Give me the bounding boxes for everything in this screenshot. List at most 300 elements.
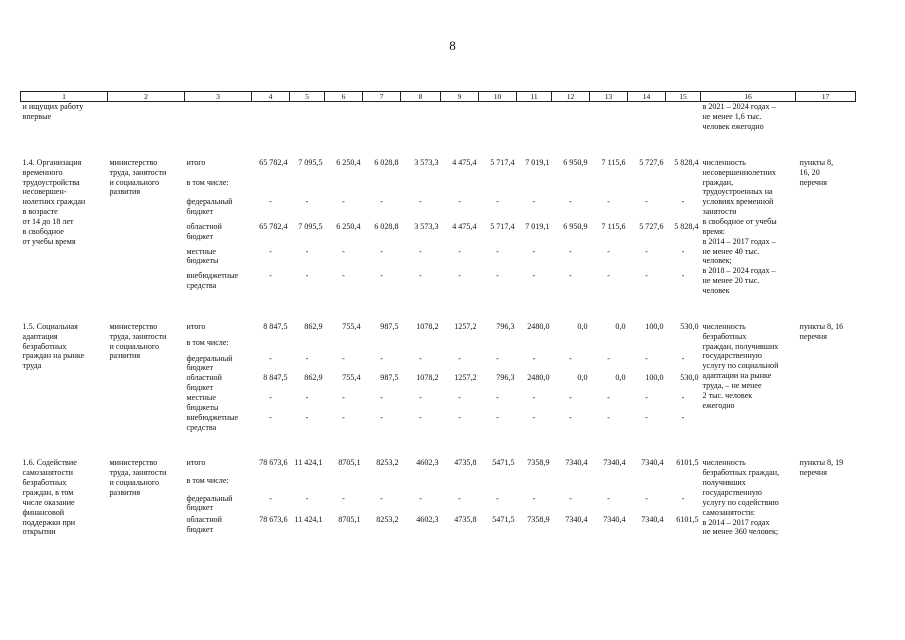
value-cell: - bbox=[380, 246, 383, 256]
value-cell: 0,0 bbox=[577, 321, 588, 331]
value-cell bbox=[441, 178, 479, 198]
text-line: итого bbox=[186, 458, 206, 468]
value-cell: 7340,4 bbox=[565, 458, 588, 468]
column-number: 4 bbox=[252, 92, 290, 102]
funding-source bbox=[185, 393, 252, 413]
value-cell: - bbox=[532, 353, 536, 363]
value-cell: 65 782,4 bbox=[259, 157, 288, 167]
continuation-col16 bbox=[701, 102, 796, 132]
text-line: пункты 8, 16 bbox=[799, 321, 844, 331]
text-line: бюджеты bbox=[186, 402, 219, 412]
text-line: перечня bbox=[799, 331, 827, 341]
text-line: перечня bbox=[799, 468, 827, 478]
value-cell: 5 717,4 bbox=[490, 222, 515, 231]
value-cell: 987,5 bbox=[380, 373, 399, 383]
text-line: пункты 8, 19 bbox=[799, 458, 844, 468]
value-cell: - bbox=[496, 353, 499, 363]
value-cell: 796,3 bbox=[496, 321, 515, 331]
empty-cell bbox=[517, 102, 552, 132]
value-cell bbox=[252, 178, 290, 198]
value-cell: 1257,2 bbox=[454, 321, 477, 331]
value-cell bbox=[666, 476, 701, 494]
text-line: труда, занятости bbox=[109, 331, 167, 341]
column-number: 8 bbox=[401, 92, 441, 102]
text-line: средства bbox=[186, 281, 217, 291]
target-indicator bbox=[701, 158, 796, 296]
column-number: 5 bbox=[290, 92, 325, 102]
value-cell: - bbox=[458, 493, 461, 503]
text-line: федеральный bbox=[186, 353, 233, 363]
text-line: в возрасте bbox=[22, 207, 58, 217]
text-line: перечня bbox=[799, 177, 827, 187]
text-line: трудоустройства bbox=[22, 177, 80, 187]
value-cell: - bbox=[305, 271, 309, 281]
value-cell: 5 727,6 bbox=[639, 157, 664, 167]
value-cell bbox=[479, 476, 517, 494]
value-cell: - bbox=[269, 197, 272, 207]
value-cell: - bbox=[269, 393, 272, 403]
value-cell: 6 028,8 bbox=[374, 222, 399, 231]
text-line: и социального bbox=[109, 341, 160, 351]
text-line: нолетних граждан bbox=[22, 197, 86, 207]
value-cell: - bbox=[419, 393, 422, 403]
text-line: местные bbox=[186, 393, 216, 403]
funding-source bbox=[185, 222, 252, 247]
value-cell bbox=[325, 338, 363, 354]
text-line: числе оказание bbox=[22, 497, 75, 507]
section-spacer bbox=[21, 296, 856, 322]
text-line: безработных bbox=[22, 341, 67, 351]
text-line: в свободное bbox=[22, 226, 64, 236]
text-line: граждан, получивших bbox=[702, 341, 779, 351]
value-cell: - bbox=[496, 246, 499, 256]
value-cell bbox=[290, 476, 325, 494]
program-table bbox=[20, 91, 856, 537]
value-cell: - bbox=[681, 246, 685, 256]
value-cell: - bbox=[645, 271, 648, 281]
value-cell: 755,4 bbox=[342, 321, 361, 331]
value-cell: 987,5 bbox=[380, 321, 399, 331]
text-line: итого bbox=[186, 157, 206, 167]
column-number: 3 bbox=[185, 92, 252, 102]
value-cell: 78 673,6 bbox=[259, 458, 288, 468]
page-number: 8 bbox=[449, 38, 456, 53]
value-cell: - bbox=[607, 353, 610, 363]
value-cell: - bbox=[569, 197, 572, 207]
value-cell: - bbox=[458, 197, 461, 207]
value-cell: 796,3 bbox=[496, 373, 515, 383]
value-cell: - bbox=[458, 393, 461, 403]
column-number: 6 bbox=[325, 92, 363, 102]
text-line: труда, – не менее bbox=[702, 381, 762, 391]
value-cell: 6 250,4 bbox=[336, 157, 361, 167]
empty-cell bbox=[363, 102, 401, 132]
reference-items bbox=[796, 158, 856, 296]
measure-name bbox=[21, 158, 108, 296]
section-spacer bbox=[21, 132, 856, 158]
text-line: временного bbox=[22, 167, 63, 177]
value-cell: - bbox=[380, 271, 383, 281]
value-cell bbox=[517, 338, 552, 354]
value-cell: - bbox=[532, 197, 536, 207]
value-cell bbox=[479, 178, 517, 198]
value-cell bbox=[441, 476, 479, 494]
value-cell: 5 717,4 bbox=[490, 157, 515, 167]
text-line: пункты 8, bbox=[799, 157, 834, 167]
value-cell: 862,9 bbox=[304, 373, 323, 383]
value-cell: - bbox=[419, 353, 422, 363]
value-cell: - bbox=[269, 246, 272, 256]
empty-cell bbox=[185, 102, 252, 132]
empty-cell bbox=[325, 102, 363, 132]
value-cell: 6 950,9 bbox=[563, 222, 588, 231]
text-line: внебюджетные bbox=[186, 412, 239, 422]
text-line: в том числе: bbox=[186, 476, 229, 486]
budget-row bbox=[21, 158, 856, 178]
text-line: министерство bbox=[109, 157, 158, 167]
value-cell: - bbox=[458, 246, 461, 256]
value-cell: - bbox=[532, 246, 536, 256]
value-cell: 7 095,5 bbox=[298, 157, 323, 167]
value-cell: - bbox=[496, 412, 499, 422]
value-cell: 530,0 bbox=[680, 321, 699, 331]
value-cell: 2480,0 bbox=[527, 373, 550, 383]
budget-row bbox=[21, 458, 856, 476]
value-cell: 100,0 bbox=[645, 373, 664, 383]
text-line: труда bbox=[22, 361, 42, 371]
value-cell: - bbox=[458, 271, 461, 281]
value-cell: - bbox=[645, 393, 648, 403]
text-line: бюджет bbox=[186, 383, 213, 393]
value-cell: 6 028,8 bbox=[374, 157, 399, 167]
value-cell bbox=[590, 338, 628, 354]
empty-cell bbox=[590, 102, 628, 132]
reference-items bbox=[796, 458, 856, 537]
text-line: численность bbox=[702, 157, 746, 167]
value-cell bbox=[363, 476, 401, 494]
executor bbox=[108, 458, 185, 537]
column-number: 17 bbox=[796, 92, 856, 102]
funding-source bbox=[185, 476, 252, 494]
empty-cell bbox=[290, 102, 325, 132]
value-cell: - bbox=[532, 412, 536, 422]
value-cell bbox=[325, 476, 363, 494]
text-line: государственную bbox=[702, 351, 762, 361]
funding-source bbox=[185, 373, 252, 393]
funding-source bbox=[185, 338, 252, 354]
text-line: федеральный bbox=[186, 493, 233, 503]
empty-cell bbox=[552, 102, 590, 132]
value-cell: - bbox=[458, 353, 461, 363]
value-cell bbox=[290, 338, 325, 354]
value-cell: 78 673,6 bbox=[259, 515, 288, 525]
value-cell: - bbox=[305, 412, 309, 422]
value-cell: 11 424,1 bbox=[294, 458, 323, 468]
value-cell: 755,4 bbox=[342, 373, 361, 383]
text-line: областной bbox=[186, 222, 222, 231]
text-line: не менее 1,6 тыс. bbox=[702, 112, 762, 122]
value-cell bbox=[479, 338, 517, 354]
text-line: адаптация bbox=[22, 331, 58, 341]
text-line: развития bbox=[109, 488, 141, 498]
funding-source bbox=[185, 413, 252, 433]
column-number: 13 bbox=[590, 92, 628, 102]
value-cell bbox=[552, 338, 590, 354]
value-cell bbox=[517, 476, 552, 494]
value-cell: 7 019,1 bbox=[525, 157, 550, 167]
column-number: 7 bbox=[363, 92, 401, 102]
funding-source bbox=[185, 458, 252, 476]
funding-source bbox=[185, 178, 252, 198]
value-cell: 7 095,5 bbox=[298, 222, 323, 231]
value-cell: - bbox=[380, 197, 383, 207]
column-number: 11 bbox=[517, 92, 552, 102]
value-cell: - bbox=[645, 246, 648, 256]
text-line: самозанятости bbox=[22, 468, 73, 478]
text-line: в том числе: bbox=[186, 337, 229, 347]
value-cell: 7 115,6 bbox=[601, 157, 626, 167]
value-cell bbox=[628, 476, 666, 494]
value-cell bbox=[252, 338, 290, 354]
value-cell: - bbox=[269, 353, 272, 363]
value-cell: 5 727,6 bbox=[639, 222, 664, 231]
value-cell: - bbox=[645, 412, 648, 422]
value-cell: 5 828,4 bbox=[674, 222, 699, 231]
text-line: бюджеты bbox=[186, 256, 219, 266]
value-cell: - bbox=[607, 197, 610, 207]
value-cell: 1078,2 bbox=[416, 321, 439, 331]
value-cell: 8 847,5 bbox=[263, 373, 288, 383]
text-line: министерство bbox=[109, 321, 158, 331]
value-cell: - bbox=[645, 353, 648, 363]
value-cell bbox=[290, 178, 325, 198]
text-line: время: bbox=[702, 226, 726, 236]
value-cell: - bbox=[681, 197, 685, 207]
funding-source bbox=[185, 494, 252, 516]
value-cell: - bbox=[458, 412, 461, 422]
text-line: бюджет bbox=[186, 503, 213, 513]
value-cell: 6101,5 bbox=[676, 458, 699, 468]
text-line: внебюджетные bbox=[186, 271, 239, 281]
value-cell: - bbox=[569, 353, 572, 363]
value-cell: - bbox=[607, 412, 610, 422]
text-line: услугу по социальной bbox=[702, 361, 779, 371]
text-line: 16, 20 bbox=[799, 167, 820, 177]
value-cell: - bbox=[342, 353, 345, 363]
text-line: ежегодно bbox=[702, 400, 735, 410]
value-cell: - bbox=[342, 197, 345, 207]
text-line: развития bbox=[109, 187, 141, 197]
value-cell: - bbox=[419, 197, 422, 207]
text-line: в 2014 – 2017 годах bbox=[702, 517, 770, 527]
continuation-col1 bbox=[21, 102, 108, 132]
value-cell: 7340,4 bbox=[603, 515, 626, 525]
value-cell: 6 950,9 bbox=[563, 157, 588, 167]
value-cell: 7340,4 bbox=[603, 458, 626, 468]
text-line: развития bbox=[109, 351, 141, 361]
value-cell bbox=[628, 178, 666, 198]
funding-source bbox=[185, 354, 252, 374]
text-line: 1.6. Содействие bbox=[22, 458, 77, 468]
text-line: бюджет bbox=[186, 231, 213, 241]
text-line: не менее 40 тыс. bbox=[702, 246, 760, 256]
value-cell: 7 019,1 bbox=[525, 222, 550, 231]
value-cell: 6101,5 bbox=[676, 515, 699, 525]
value-cell: 4602,3 bbox=[416, 515, 439, 525]
text-line: 1.5. Социальная bbox=[22, 321, 78, 331]
text-line: областной bbox=[186, 515, 222, 525]
funding-source bbox=[185, 247, 252, 272]
value-cell: 100,0 bbox=[645, 321, 664, 331]
value-cell: - bbox=[419, 271, 422, 281]
text-line: итого bbox=[186, 321, 206, 331]
measure-name bbox=[21, 322, 108, 433]
value-cell: 4602,3 bbox=[416, 458, 439, 468]
text-line: в свободное от учебы bbox=[702, 216, 777, 226]
empty-cell bbox=[401, 102, 441, 132]
value-cell bbox=[552, 476, 590, 494]
empty-cell bbox=[666, 102, 701, 132]
value-cell: 2480,0 bbox=[527, 321, 550, 331]
funding-source bbox=[185, 271, 252, 296]
funding-source bbox=[185, 515, 252, 537]
text-line: человек ежегодно bbox=[702, 121, 764, 131]
text-line: не менее 20 тыс. bbox=[702, 276, 760, 286]
text-line: безработных bbox=[702, 331, 747, 341]
target-indicator bbox=[701, 458, 796, 537]
empty-cell bbox=[479, 102, 517, 132]
value-cell: 8705,1 bbox=[338, 458, 361, 468]
value-cell: - bbox=[645, 493, 648, 503]
value-cell: 0,0 bbox=[615, 321, 626, 331]
value-cell bbox=[252, 476, 290, 494]
value-cell: 5471,5 bbox=[492, 458, 515, 468]
empty-cell bbox=[796, 102, 856, 132]
text-line: самозанятости: bbox=[702, 507, 756, 517]
value-cell: - bbox=[607, 271, 610, 281]
value-cell: 8 847,5 bbox=[263, 321, 288, 331]
text-line: человек; bbox=[702, 256, 732, 266]
text-line: министерство bbox=[109, 458, 158, 468]
text-line: несовершеннолетних bbox=[702, 167, 776, 177]
text-line: труда, занятости bbox=[109, 167, 167, 177]
text-line: услугу по содействию bbox=[702, 497, 779, 507]
text-line: 1.4. Организация bbox=[22, 157, 82, 167]
value-cell: - bbox=[380, 493, 383, 503]
value-cell bbox=[401, 178, 441, 198]
value-cell bbox=[628, 338, 666, 354]
value-cell: - bbox=[496, 271, 499, 281]
text-line: 2 тыс. человек bbox=[702, 390, 753, 400]
text-line: и социального bbox=[109, 478, 160, 488]
value-cell: - bbox=[269, 271, 272, 281]
value-cell: - bbox=[305, 493, 309, 503]
empty-cell bbox=[628, 102, 666, 132]
value-cell: 11 424,1 bbox=[294, 515, 323, 525]
value-cell: 1078,2 bbox=[416, 373, 439, 383]
text-line: от 14 до 18 лет bbox=[22, 216, 74, 226]
value-cell: - bbox=[305, 246, 309, 256]
value-cell: 7358,9 bbox=[527, 515, 550, 525]
text-line: человек bbox=[702, 286, 730, 295]
text-line: безработных граждан, bbox=[702, 468, 780, 478]
value-cell: - bbox=[269, 412, 272, 422]
text-line: областной bbox=[186, 373, 222, 383]
text-line: граждан, в том bbox=[22, 488, 74, 498]
value-cell: - bbox=[269, 493, 272, 503]
text-line: трудоустроенных на bbox=[702, 187, 773, 197]
value-cell: - bbox=[496, 393, 499, 403]
executor bbox=[108, 158, 185, 296]
value-cell: 7340,4 bbox=[565, 515, 588, 525]
value-cell: 8253,2 bbox=[376, 515, 399, 525]
value-cell: - bbox=[380, 412, 383, 422]
text-line: численность bbox=[702, 321, 746, 331]
text-line: не менее 360 человек; bbox=[702, 527, 779, 537]
measure-name bbox=[21, 458, 108, 537]
text-line: получивших bbox=[702, 478, 746, 488]
value-cell: 4 475,4 bbox=[452, 222, 477, 231]
value-cell: - bbox=[305, 353, 309, 363]
value-cell: - bbox=[532, 393, 536, 403]
value-cell: 530,0 bbox=[680, 373, 699, 383]
text-line: местные bbox=[186, 246, 216, 256]
value-cell bbox=[325, 178, 363, 198]
text-line: несовершен- bbox=[22, 187, 67, 197]
value-cell: - bbox=[305, 393, 309, 403]
value-cell: 3 573,3 bbox=[414, 157, 439, 167]
value-cell: 4 475,4 bbox=[452, 157, 477, 167]
text-line: открытии bbox=[22, 527, 56, 537]
column-number: 9 bbox=[441, 92, 479, 102]
value-cell: - bbox=[569, 246, 572, 256]
value-cell: - bbox=[342, 493, 345, 503]
text-line: безработных bbox=[22, 478, 67, 488]
value-cell: 4735,8 bbox=[454, 458, 477, 468]
text-line: государственную bbox=[702, 488, 762, 498]
text-line: в 2014 – 2017 годах – bbox=[702, 236, 776, 246]
text-line: численность bbox=[702, 458, 746, 468]
empty-cell bbox=[108, 102, 185, 132]
value-cell: 65 782,4 bbox=[259, 222, 288, 231]
value-cell bbox=[590, 178, 628, 198]
text-line: бюджет bbox=[186, 363, 213, 373]
text-line: занятости bbox=[702, 207, 737, 217]
text-line: в 2021 – 2024 годах – bbox=[702, 102, 776, 112]
value-cell: - bbox=[532, 271, 536, 281]
value-cell bbox=[401, 338, 441, 354]
text-line: в 2018 – 2024 годах – bbox=[702, 266, 776, 276]
value-cell: - bbox=[305, 197, 309, 207]
text-line: от учебы время bbox=[22, 236, 76, 246]
value-cell: - bbox=[380, 353, 383, 363]
text-line: бюджет bbox=[186, 207, 213, 217]
column-number-row bbox=[21, 92, 856, 102]
value-cell: - bbox=[607, 246, 610, 256]
value-cell: 7340,4 bbox=[641, 515, 664, 525]
value-cell: - bbox=[569, 493, 572, 503]
value-cell: 3 573,3 bbox=[414, 222, 439, 231]
value-cell: - bbox=[607, 493, 610, 503]
value-cell: 8253,2 bbox=[376, 458, 399, 468]
value-cell: - bbox=[342, 412, 345, 422]
text-line: в том числе: bbox=[186, 177, 229, 187]
funding-source bbox=[185, 197, 252, 222]
column-number: 15 bbox=[666, 92, 701, 102]
value-cell: - bbox=[681, 271, 685, 281]
funding-source bbox=[185, 158, 252, 178]
value-cell: - bbox=[681, 493, 685, 503]
